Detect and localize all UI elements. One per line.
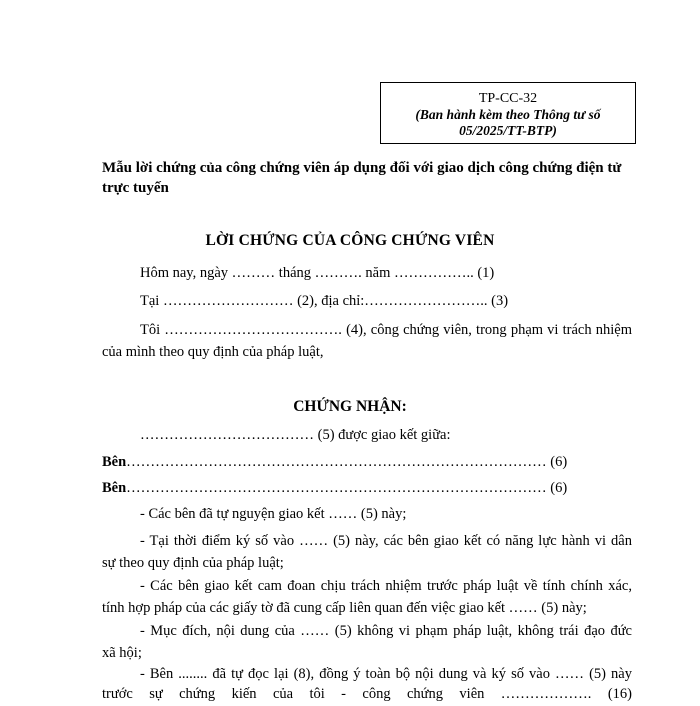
party-dots-1: …………………………………………………………………………… (6) bbox=[126, 454, 568, 470]
form-code: TP-CC-32 bbox=[478, 91, 538, 106]
item-3-line1: - Các bên giao kết cam đoan chịu trách nhiệm trước pháp luật về tính chính xác, bbox=[140, 578, 632, 594]
party-label-2: Bên bbox=[102, 480, 127, 496]
item-3-line2: tính hợp pháp của các giấy tờ đã cung cấp liên quan đến việc giao kết …… (5) này; bbox=[102, 600, 587, 616]
place-line: Tại ……………………… (2), địa chỉ:…………………….. (3) bbox=[140, 293, 509, 309]
contract-line: ……………………………… (5) được giao kết giữa: bbox=[140, 427, 451, 443]
item-2-line2: sự theo quy định của pháp luật; bbox=[102, 555, 284, 571]
item-1: - Các bên đã tự nguyện giao kết …… (5) này; bbox=[140, 506, 407, 522]
party-dots-2: …………………………………………………………………………… (6) bbox=[126, 480, 568, 496]
template-heading bbox=[102, 158, 642, 198]
notary-line1: Tôi ………………………………. (4), công chứng viên, trong phạm vi trách nhiệm bbox=[140, 322, 632, 338]
item-5-line2: trước sự chứng kiến của tôi - công chứng viên ………………. (16) bbox=[102, 686, 632, 702]
document-title: LỜI CHỨNG CỦA CÔNG CHỨNG VIÊN bbox=[205, 232, 495, 249]
template-heading-line2: trực tuyến bbox=[102, 180, 169, 196]
form-note-line1: (Ban hành kèm theo Thông tư số bbox=[415, 107, 601, 122]
form-note-line2: 05/2025/TT-BTP) bbox=[459, 123, 557, 138]
party-line-1 bbox=[102, 450, 632, 474]
party-line-2 bbox=[102, 476, 632, 500]
party-label-1: Bên bbox=[102, 454, 127, 470]
item-4-line1: - Mục đích, nội dung của …… (5) không vi phạm pháp luật, không trái đạo đức bbox=[140, 623, 632, 639]
form-code-box bbox=[380, 82, 636, 144]
notary-line2: của mình theo quy định của pháp luật, bbox=[102, 344, 324, 360]
item-5-line1: - Bên ........ đã tự đọc lại (8), đồng ý toàn bộ nội dung và ký số vào …… (5) này bbox=[140, 666, 632, 682]
template-heading-line1: Mẫu lời chứng của công chứng viên áp dụng đối với giao dịch công chứng điện tử bbox=[102, 160, 622, 176]
item-2-line1: - Tại thời điểm ký số vào …… (5) này, các bên giao kết có năng lực hành vi dân bbox=[140, 533, 632, 549]
item-4-line2: xã hội; bbox=[102, 645, 142, 661]
certify-title: CHỨNG NHẬN: bbox=[293, 398, 407, 415]
date-line: Hôm nay, ngày ……… tháng ………. năm …………….. (1) bbox=[140, 265, 495, 281]
